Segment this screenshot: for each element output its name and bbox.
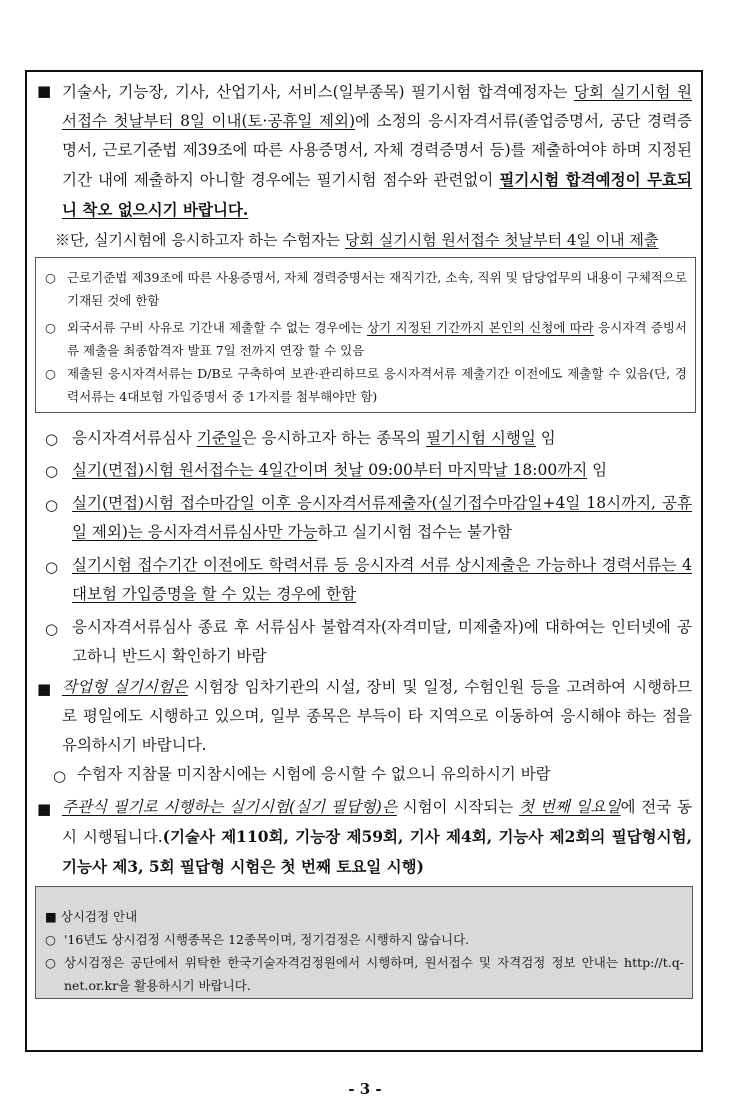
list-mark: ○ — [45, 462, 59, 480]
s2-note: 수험자 지참물 미지참시에는 시험에 응시할 수 없으니 유의하시기 바람 — [77, 765, 551, 783]
section-bullet: ■ — [37, 800, 52, 818]
info-box-title: ■ 상시검정 안내 — [45, 909, 138, 924]
note-mark: ○ — [45, 270, 56, 285]
section-bullet: ■ — [37, 82, 52, 100]
list-item: 응시자격서류심사 종료 후 서류심사 불합격자(자격미달, 미제출자)에 대하여는 인터넷에 공고하니 반드시 확인하기 바람 — [72, 618, 692, 665]
note-3: 제출된 응시자격서류는 D/B로 구축하여 보관·관리하므로 응시자격서류 제출기간 이전에도 제출할 수 있음(단, 경력서류는 4대보험 가입증명서 중 1가지를 첨부해야만 함) — [67, 366, 687, 404]
note-mark: ○ — [45, 366, 56, 381]
info-mark: ○ — [45, 932, 56, 947]
deadline-8-days: 당회 실기시험 원서접수 첫날부터 8일 이내(토·공휴일 제외) — [62, 83, 692, 130]
info-item: 상시검정은 공단에서 위탁한 한국기술자격검정원에서 시행하며, 원서접수 및 자격검정 정보 안내는 http://t.q-net.or.kr을 활용하시기 바랍니다. — [64, 955, 684, 993]
info-item: '16년도 상시검정 시행종목은 12종목이며, 정기검정은 시행하지 않습니다. — [64, 932, 470, 947]
list-item: 실기(면접)시험 원서접수는 4일간이며 첫날 09:00부터 마지막날 18:00까지 임 — [72, 461, 608, 479]
note-2: 외국서류 구비 사유로 기간내 제출할 수 없는 경우에는 상기 지정된 기간까지 본인의 신청에 따라 응시자격 증빙서류 제출을 최종합격자 발표 7일 전까지 연장 할 수 있음 — [67, 320, 687, 358]
list-mark: ○ — [45, 430, 59, 448]
star-note: ※단, 실기시험에 응시하고자 하는 수험자는 당회 실기시험 원서접수 첫날부터 4일 이내 제출 — [55, 231, 659, 249]
list-item: 실기시험 접수기간 이전에도 학력서류 등 응시자격 서류 상시제출은 가능하나 경력서류는 4대보험 가입증명을 할 수 있는 경우에 한함 — [72, 556, 692, 603]
section-3-paragraph: 주관식 필기로 시행하는 실기시험(실기 필답형)은 시험이 시작되는 첫 번째 일요일에 전국 동시 시행됩니다.(기술사 제110회, 기능장 제59회, 기사 제4회, 기능사 제2회의 필답형시험, 기능사 제3, 5회 필답형 시험은 첫 번째 토요일 시행) — [62, 798, 693, 876]
note-1: 근로기준법 제39조에 따른 사용증명서, 자체 경력증명서는 재직기간, 소속, 직위 및 담당업무의 내용이 구체적으로 기재된 것에 한함 — [67, 270, 687, 308]
section-bullet: ■ — [37, 680, 52, 698]
section-1-paragraph: 기술사, 기능장, 기사, 산업기사, 서비스(일부종목) 필기시험 합격예정자는 당회 실기시험 원서접수 첫날부터 8일 이내(토·공휴일 제외)에 소정의 응시자격서류(졸업증명서, 공단 경력증명서, 근로기준법 제39조에 따른 사용증명서, 자체 경력증명서 등)를 제출하여야 하며 지정된 기간 내에 제출하지 아니할 경우에는 필기시험 점수와 관련없이 필기시험 합격예정이 무효되니 착오 없으시기 바랍니다. — [62, 83, 692, 219]
list-item: 실기(면접)시험 접수마감일 이후 응시자격서류제출자(실기접수마감일+4일 18시까지, 공휴일 제외)는 응시자격서류심사만 가능하고 실기시험 접수는 불가함 — [72, 494, 692, 541]
invalid-warning: 필기시험 합격예정이 무효되니 착오 없으시기 바랍니다. — [62, 170, 692, 219]
section-2-paragraph: 작업형 실기시험은 시험장 임차기관의 시설, 장비 및 일정, 수험인원 등을 고려하여 시행하므로 평일에도 시행하고 있으며, 일부 종목은 부득이 타 지역으로 이동하여 응시해야 하는 점을 유의하시기 바랍니다. — [62, 678, 692, 754]
list-mark: ○ — [45, 620, 59, 638]
page-number: - 3 - — [348, 1080, 382, 1098]
list-mark: ○ — [53, 767, 67, 785]
list-mark: ○ — [45, 496, 59, 514]
note-mark: ○ — [45, 320, 56, 335]
list-item: 응시자격서류심사 기준일은 응시하고자 하는 종목의 필기시험 시행일 임 — [72, 429, 556, 447]
list-mark: ○ — [45, 558, 59, 576]
info-mark: ○ — [45, 955, 56, 970]
